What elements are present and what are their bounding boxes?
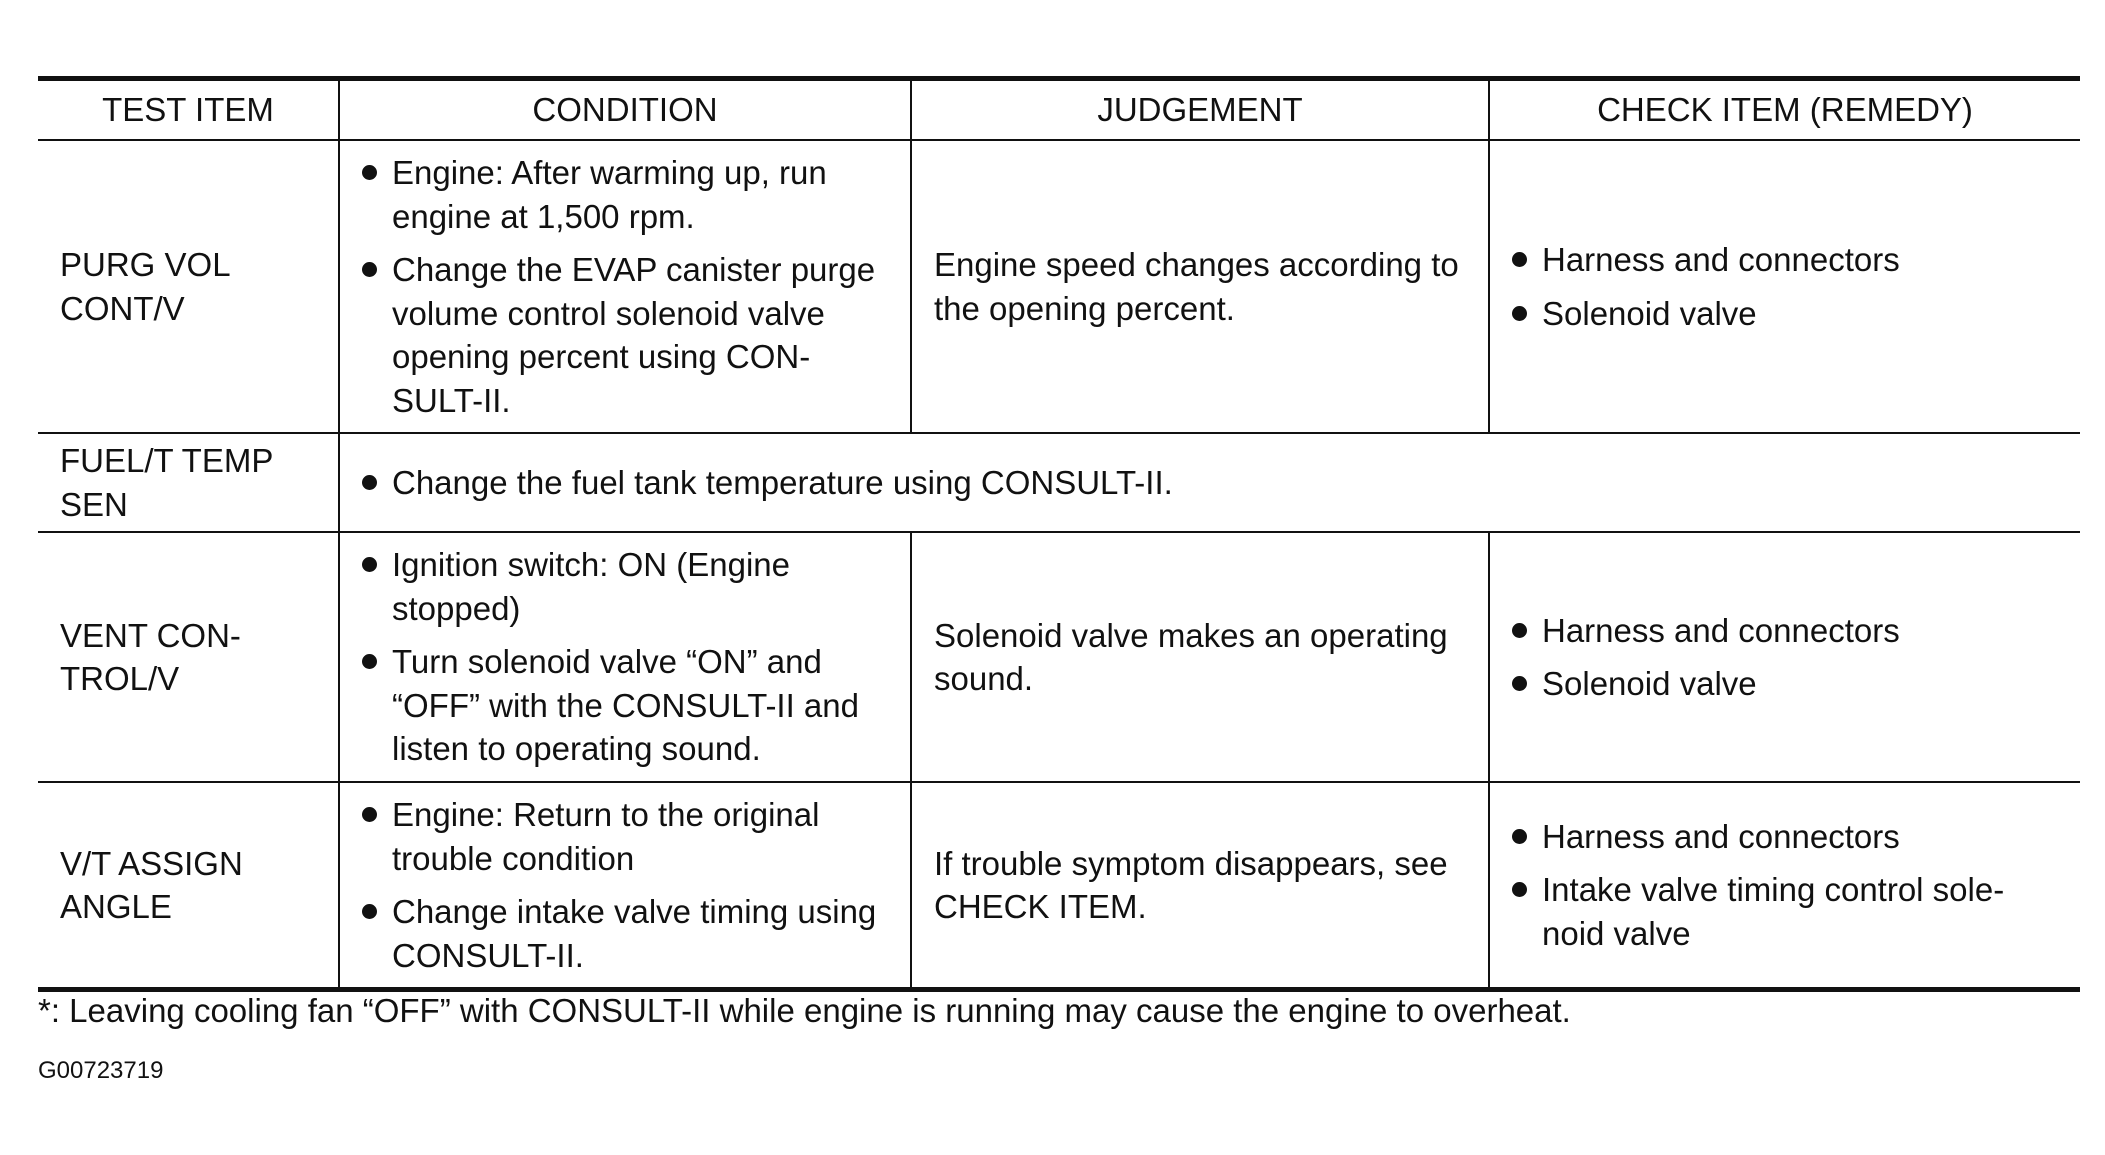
condition-bullet: Engine: Return to the original trouble condition bbox=[356, 793, 894, 880]
condition-list bbox=[356, 151, 894, 422]
table-row bbox=[38, 782, 2080, 990]
footnote: *: Leaving cooling fan “OFF” with CONSULT-II while engine is running may cause the engine to overheat. bbox=[38, 992, 1571, 1029]
condition-bullet: Change the EVAP canister purge volume control solenoid valve opening percent using CON-SULT-II. bbox=[356, 248, 894, 422]
test-table-container bbox=[38, 76, 2080, 992]
check-item-bullet: Harness and connectors bbox=[1506, 815, 2064, 859]
condition-list bbox=[356, 461, 2064, 505]
test-table bbox=[38, 76, 2080, 992]
header-condition: CONDITION bbox=[339, 79, 911, 141]
header-check-item: CHECK ITEM (REMEDY) bbox=[1489, 79, 2080, 141]
table-row bbox=[38, 140, 2080, 433]
table-row bbox=[38, 433, 2080, 532]
judgement-cell: Engine speed changes according to the opening percent. bbox=[911, 140, 1489, 433]
table-header-row bbox=[38, 79, 2080, 141]
test-item-cell: VENT CON-TROL/V bbox=[38, 532, 339, 782]
judgement-cell: Solenoid valve makes an operating sound. bbox=[911, 532, 1489, 782]
check-item-cell bbox=[1489, 532, 2080, 782]
check-item-list bbox=[1506, 609, 2064, 706]
check-item-list bbox=[1506, 238, 2064, 335]
condition-list bbox=[356, 793, 894, 977]
header-test-item: TEST ITEM bbox=[38, 79, 339, 141]
check-item-cell bbox=[1489, 140, 2080, 433]
test-item-cell: FUEL/T TEMP SEN bbox=[38, 433, 339, 532]
condition-cell bbox=[339, 532, 911, 782]
table-row bbox=[38, 532, 2080, 782]
condition-bullet: Engine: After warming up, run engine at 1,500 rpm. bbox=[356, 151, 894, 238]
figure-id: G00723719 bbox=[38, 1057, 164, 1084]
test-item-cell: PURG VOL CONT/V bbox=[38, 140, 339, 433]
condition-cell-spanning bbox=[339, 433, 2080, 532]
check-item-cell bbox=[1489, 782, 2080, 990]
condition-cell bbox=[339, 782, 911, 990]
condition-bullet: Turn solenoid valve “ON” and “OFF” with the CONSULT-II and listen to operating sound. bbox=[356, 640, 894, 771]
header-judgement: JUDGEMENT bbox=[911, 79, 1489, 141]
check-item-bullet: Solenoid valve bbox=[1506, 292, 2064, 336]
condition-list bbox=[356, 543, 894, 771]
test-item-cell: V/T ASSIGN ANGLE bbox=[38, 782, 339, 990]
check-item-bullet: Harness and connectors bbox=[1506, 238, 2064, 282]
condition-cell bbox=[339, 140, 911, 433]
check-item-bullet: Harness and connectors bbox=[1506, 609, 2064, 653]
condition-bullet: Ignition switch: ON (Engine stopped) bbox=[356, 543, 894, 630]
check-item-bullet: Intake valve timing control sole-noid valve bbox=[1506, 868, 2064, 955]
check-item-bullet: Solenoid valve bbox=[1506, 662, 2064, 706]
check-item-list bbox=[1506, 815, 2064, 956]
condition-bullet: Change the fuel tank temperature using CONSULT-II. bbox=[356, 461, 2064, 505]
judgement-cell: If trouble symptom disappears, see CHECK ITEM. bbox=[911, 782, 1489, 990]
condition-bullet: Change intake valve timing using CONSULT-II. bbox=[356, 890, 894, 977]
